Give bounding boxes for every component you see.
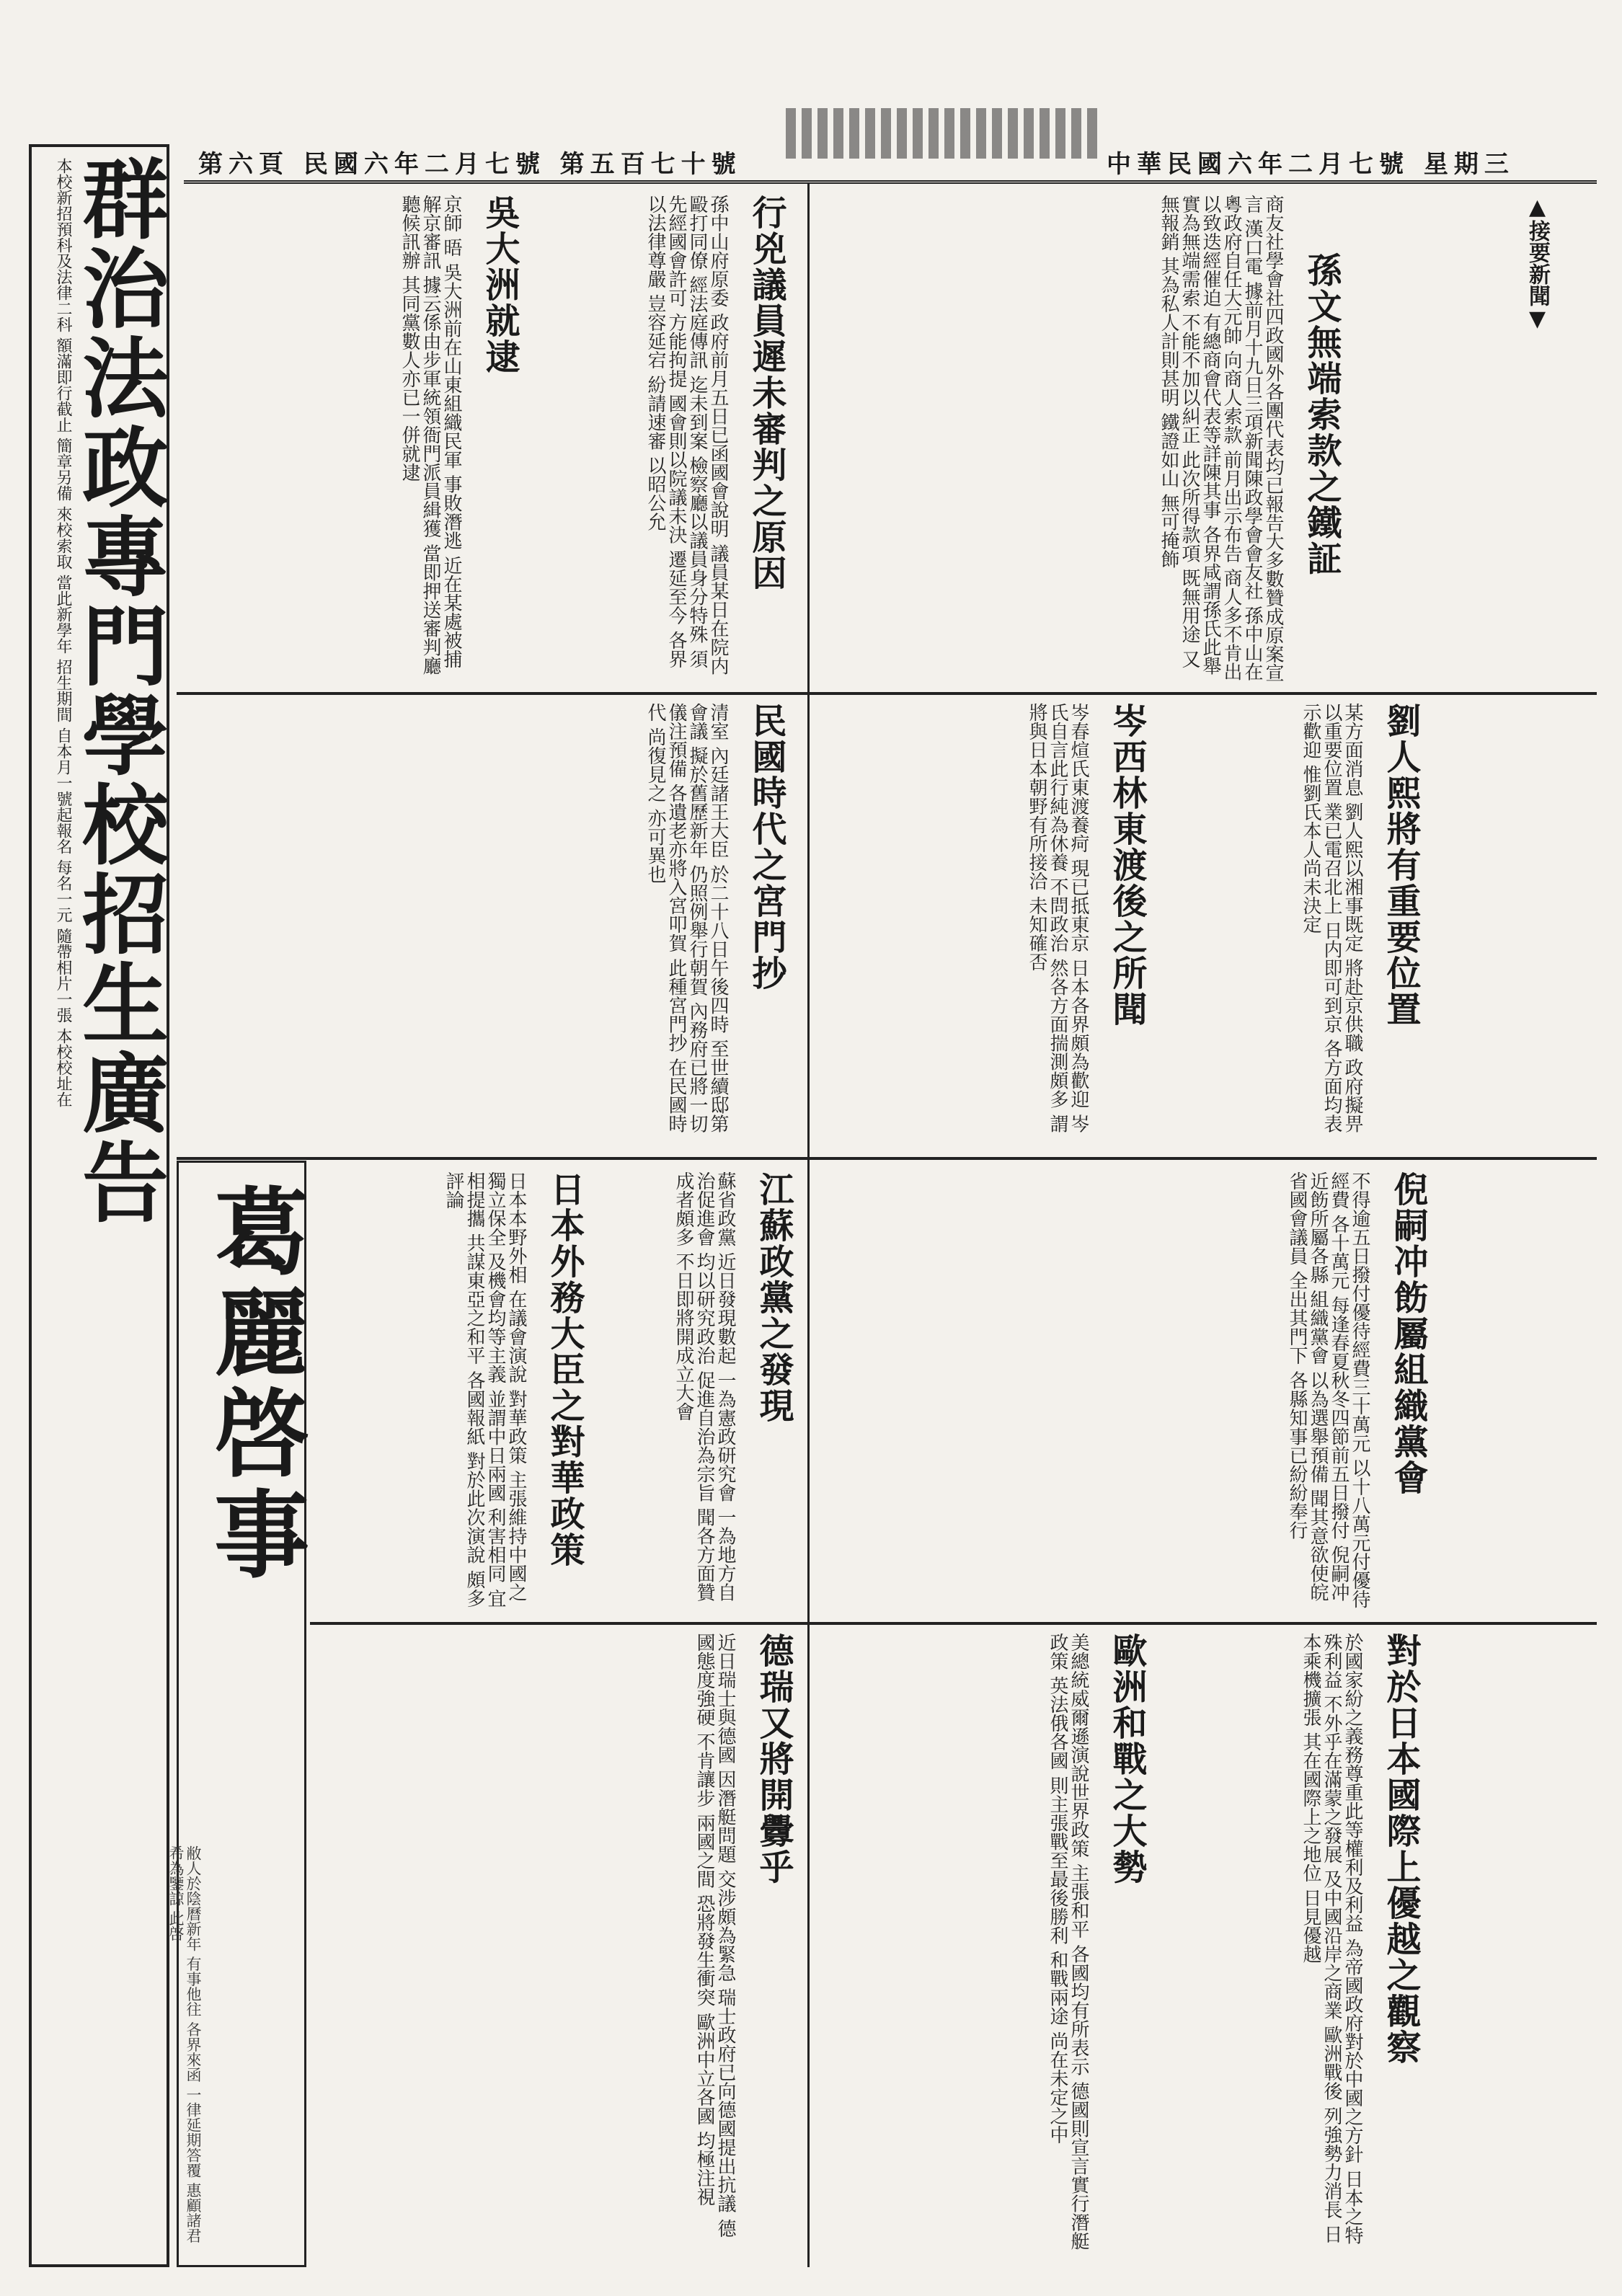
header-page-info: 第六頁 民國六年二月七號 第五百七十號	[198, 150, 742, 179]
article-a2: 孫中山府原委 政府前月五日已函國會說明 議員某日在院内毆打同僚 經法庭傳訊 迄未到案 檢察廳以議員身分特殊 須先經國會許可 方能拘提 國會則以院議未決 遷延至今 各界以法律尊嚴 豈容延宕 紛請速審 以昭公允	[644, 195, 729, 675]
school-ad-title: 群治法政專門學校招生廣告	[68, 154, 169, 1227]
headline-c1: 倪嗣冲飭屬組織黨會	[1388, 1171, 1428, 1496]
header-date: 中華民國六年二月七號 星期三	[1107, 150, 1515, 179]
headline-a1: 孫文無端索款之鐵証	[1301, 252, 1342, 577]
article-b2: 岑春煊氏東渡養疴 現已抵東京 日本各界頗為歡迎 岑氏自言此行純為休養 不問政治 然各方面揣測頗多 謂將與日本朝野有所接洽 未知確否	[1026, 703, 1089, 1133]
headline-b1: 劉人熙將有重要位置	[1381, 703, 1421, 1027]
headline-b2: 岑西林東渡後之所聞	[1107, 703, 1147, 1027]
col-divider-3	[807, 1157, 810, 2267]
headline-d1: 對於日本國際上優越之觀察	[1381, 1633, 1421, 2065]
headline-b3: 民國時代之宮門抄	[746, 703, 786, 991]
headline-c3: 日本外務大臣之對華政策	[544, 1171, 585, 1568]
notice-ad-title: 葛麗啓事	[198, 1182, 309, 1586]
news-label: ▲接要新聞▼	[1525, 195, 1550, 332]
article-b1: 某方面消息 劉人熙以湘事既定 將赴京供職 政府擬畀以重要位置 業已電召北上 日内即可到京 各方面均表示歡迎 惟劉氏本人尚未決定	[1300, 703, 1363, 1133]
school-ad	[29, 144, 169, 2267]
article-b3: 清室 內廷諸王大臣 於二十八日午後四時 至世續邸第會議 擬於舊歷新年 仍照例舉行朝賀 內務府已將一切儀注預備 各遺老亦將入宮叩賀 此種宮門抄 在民國時代 尚復見之 亦可異也	[644, 703, 729, 1133]
row-divider-3	[310, 1622, 1597, 1625]
school-ad-notes: 本校新招預科及法律二科 額滿即行截止 簡章另備 來校索取 當此新學年 招生期間 自本月一號起報名 每名一元 隨帶相片一張 本校校址在	[54, 158, 72, 1107]
row-divider-2	[177, 1157, 1597, 1160]
col-divider-1	[807, 184, 810, 692]
article-d2: 美總統威爾遜演說世界政策 主張和平 各國均有所表示 德國則宣言實行潛艇政策 英法俄各國 則主張戰至最後勝利 和戰兩途 尚在未定之中	[1047, 1633, 1089, 2251]
headline-c2: 江蘇政黨之發現	[753, 1171, 794, 1424]
headline-d2: 歐洲和戰之大勢	[1107, 1633, 1147, 1885]
row-divider-1	[177, 692, 1597, 695]
headline-a2: 行兇議員遲未審判之原因	[746, 195, 786, 591]
notice-ad-notes: 敝人於陰曆新年 有事他往 各界來函 一律延期答覆 惠顧諸君 希為鑒諒 此啓	[167, 1845, 202, 2243]
article-d3: 近日瑞士與德國 因潛艇問題 交涉頗為緊急 瑞士政府已向德國提出抗議 德國態度強硬 不肯讓步 兩國之間 恐將發生衝突 歐洲中立各國 均極注視	[693, 1633, 736, 2238]
page-header	[184, 144, 1597, 184]
article-a3: 京師 晤 吳大洲前在山東組織民軍 事敗潛逃 近在某處被捕 解京審訊 據云係由步軍統領衙門派員緝獲 當即押送審判廳 聽候訊辦 其同黨數人亦已一併就逮	[399, 195, 462, 675]
article-d1: 於國家紛之義務尊重此等權利及利益 為帝國政府對於中國之方針 日本之特殊利益 不外乎在滿蒙之發展 及中國沿岸之商業 歐洲戰後 列強勢力消長 日本乘機擴張 其在國際上之地位 日見優越	[1300, 1633, 1363, 2245]
article-a1: 商友社學會社四政國外各團代表均已報告大多數贊成原案宣言 漢口電 據前月十九日三項新聞陳政學會會友社 孫中山在粵政府自任大元帥 向商人索款 前月出示布告 商人多不肯出 以致迭經催迫 有總商會代表等詳陳其事 各界咸謂孫氏此舉 實為無端需索 不能不加以糾正 此次所得款項 既無用途 又無報銷 其為私人計則甚明 鐵證如山 無可掩飾	[1158, 195, 1284, 682]
col-divider-2	[807, 692, 810, 1157]
article-c1: 不得逾五日撥付優待經費三十萬元 以十八萬元付優待經費 各十萬元 每逢春夏秋冬四節前五日撥付 倪嗣冲近飭所屬各縣 組織黨會 以為選舉預備 聞其意欲使皖省國會議員 全出其門下 各縣知事已紛紛奉行	[1286, 1171, 1370, 1609]
article-c3: 日本本野外相 在議會演說 對華政策 主張維持中國之獨立保全 及機會均等主義 並謂中日兩國 利害相同 宜相提攜 共謀東亞之和平 各國報紙 對於此次演說 頗多評論	[443, 1171, 527, 1608]
headline-a3: 吳大洲就逮	[479, 195, 520, 375]
article-c2: 蘇省政黨 近日發現數起 一為憲政研究會 一為地方自治促進會 均以研究政治 促進自治為宗旨 聞各方面贊成者頗多 不日即將開成立大會	[673, 1171, 736, 1602]
headline-d3: 德瑞又將開釁乎	[753, 1633, 794, 1885]
